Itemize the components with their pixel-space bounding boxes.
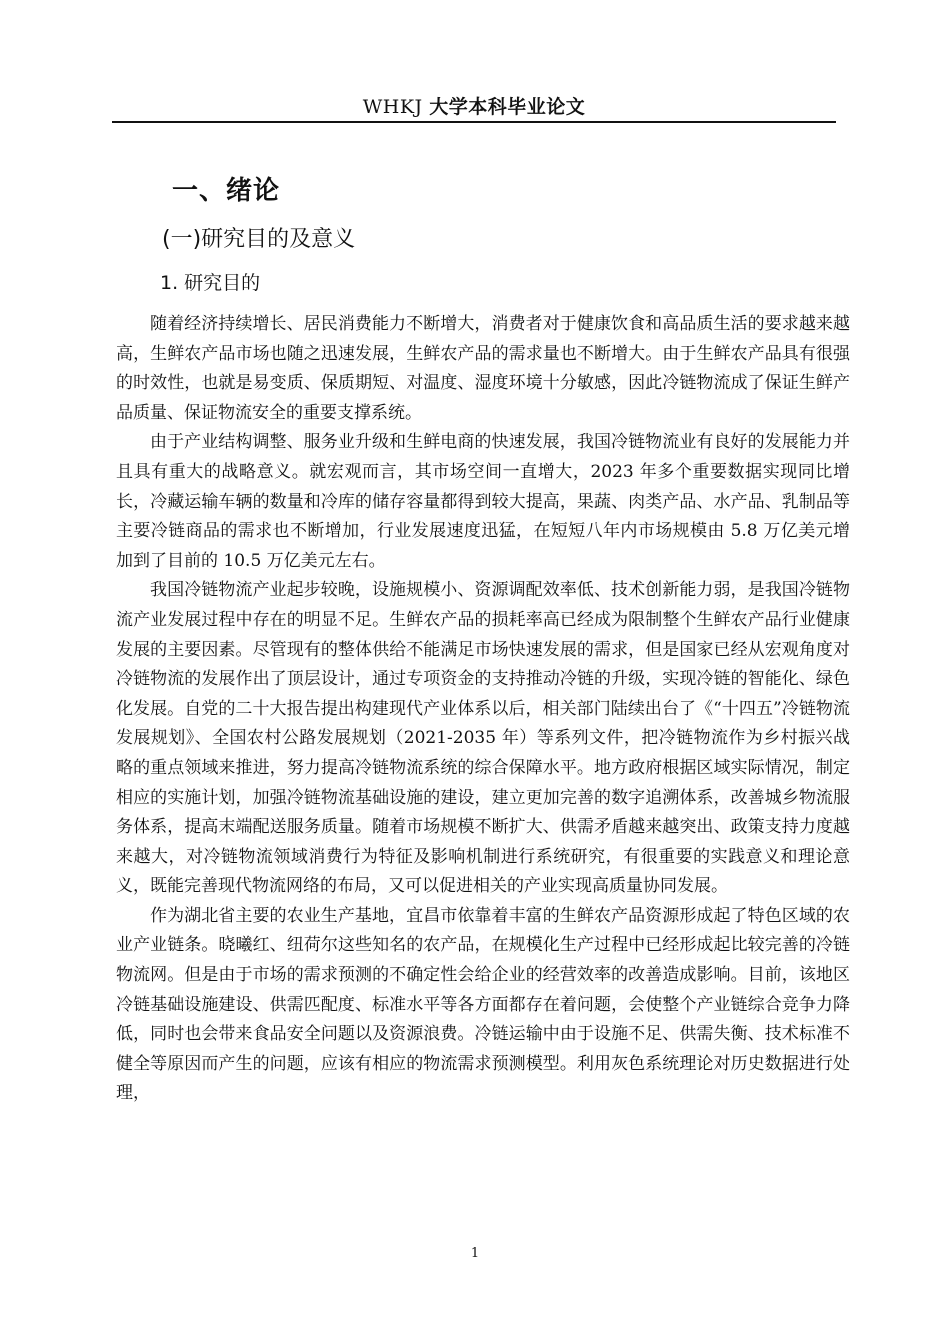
section-title: (一)研究目的及意义 (162, 227, 356, 252)
header-prefix: WHKJ (362, 96, 423, 118)
subsection-title: 1. 研究目的 (160, 272, 261, 294)
page-number: 1 (470, 1246, 480, 1261)
header-rule (112, 121, 836, 123)
paragraph: 由于产业结构调整、服务业升级和生鲜电商的快速发展，我国冷链物流业有良好的发展能力并且具有重大的战略意义。就宏观而言，其市场空间一直增大，2023 年多个重要数据实现同比增长，冷藏运输车辆的数量和冷库的储存容量都得到较大提高，果蔬、肉类产品、水产品、乳制品等主要冷链商品的需求也不断增加，行业发展速度迅猛，在短短八年内市场规模由 5.8 万亿美元增加到了目前的 10.5 万亿美元左右。 (116, 432, 850, 571)
header-title: 大学本科毕业论文 (429, 96, 586, 118)
paragraph: 作为湖北省主要的农业生产基地，宜昌市依靠着丰富的生鲜农产品资源形成起了特色区域的农业产业链条。晓曦红、纽荷尔这些知名的农产品，在规模化生产过程中已经形成起比较完善的冷链物流网。但是由于市场的需求预测的不确定性会给企业的经营效率的改善造成影响。目前，该地区冷链基础设施建设、供需匹配度、标准水平等各方面都存在着问题，会使整个产业链综合竞争力降低，同时也会带来食品安全问题以及资源浪费。冷链运输中由于设施不足、供需失衡、技术标准不健全等原因而产生的问题，应该有相应的物流需求预测模型。利用灰色系统理论对历史数据进行处理， (116, 905, 850, 1104)
body-text (116, 310, 850, 1109)
paragraph: 随着经济持续增长、居民消费能力不断增大，消费者对于健康饮食和高品质生活的要求越来越高，生鲜农产品市场也随之迅速发展，生鲜农产品的需求量也不断增大。由于生鲜农产品具有很强的时效性，也就是易变质、保质期短、对温度、湿度环境十分敏感，因此冷链物流成了保证生鲜产品质量、保证物流安全的重要支撑系统。 (116, 314, 850, 423)
paragraph: 我国冷链物流产业起步较晚，设施规模小、资源调配效率低、技术创新能力弱，是我国冷链物流产业发展过程中存在的明显不足。生鲜农产品的损耗率高已经成为限制整个生鲜农产品行业健康发展的主要因素。尽管现有的整体供给不能满足市场快速发展的需求，但是国家已经从宏观角度对冷链物流的发展作出了顶层设计，通过专项资金的支持推动冷链的升级，实现冷链的智能化、绿色化发展。自党的二十大报告提出构建现代产业体系以后，相关部门陆续出台了《“十四五”冷链物流发展规划》、全国农村公路发展规划（2021-2035 年）等系列文件，把冷链物流作为乡村振兴战略的重点领域来推进，努力提高冷链物流系统的综合保障水平。地方政府根据区域实际情况，制定相应的实施计划，加强冷链物流基础设施的建设，建立更加完善的数字追溯体系，改善城乡物流服务体系，提高末端配送服务质量。随着市场规模不断扩大、供需矛盾越来越突出、政策支持力度越来越大，对冷链物流领域消费行为特征及影响机制进行系统研究，有很重要的实践意义和理论意义，既能完善现代物流网络的布局，又可以促进相关的产业实现高质量协同发展。 (116, 580, 850, 897)
chapter-title: 一、绪论 (172, 176, 281, 206)
page-header (112, 92, 836, 120)
